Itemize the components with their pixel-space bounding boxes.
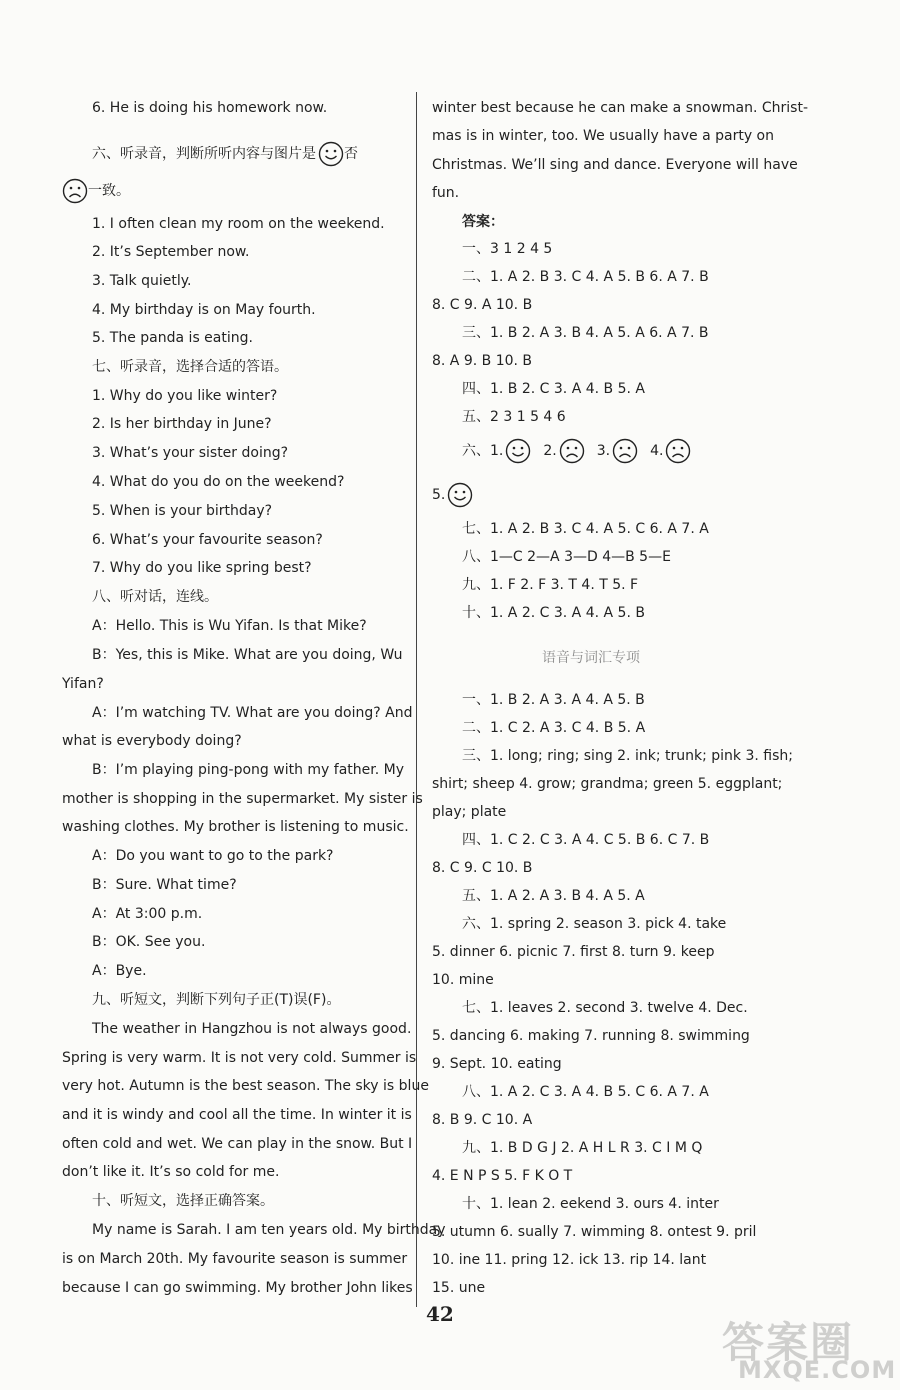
line-text: 一致。 bbox=[88, 183, 130, 199]
text-line bbox=[462, 575, 638, 595]
text-line bbox=[62, 731, 242, 751]
text-line bbox=[62, 1278, 413, 1298]
line-text: 七、1. leaves 2. second 3. twelve 4. Dec. bbox=[462, 1000, 748, 1016]
line-text: 3. What’s your sister doing? bbox=[92, 445, 289, 461]
text-line bbox=[432, 351, 532, 371]
line-text: Yifan? bbox=[62, 676, 104, 692]
line-text: A：Bye. bbox=[92, 963, 147, 979]
text-line bbox=[432, 295, 532, 315]
text-line bbox=[62, 817, 409, 837]
text-line bbox=[62, 674, 104, 694]
text-line bbox=[432, 802, 506, 822]
text-line bbox=[92, 386, 277, 406]
watermark-logo bbox=[722, 1310, 897, 1386]
column-divider bbox=[416, 92, 417, 1307]
sad-face-icon bbox=[612, 438, 638, 464]
line-text: don’t like it. It’s so cold for me. bbox=[62, 1164, 280, 1180]
text-line bbox=[62, 1105, 412, 1125]
line-text: 5. dancing 6. making 7. running 8. swimming bbox=[432, 1028, 750, 1044]
text-line bbox=[92, 558, 312, 578]
answer-number: 3. bbox=[596, 443, 611, 459]
text-line bbox=[432, 774, 782, 794]
text-line bbox=[92, 472, 344, 492]
text-line bbox=[432, 970, 494, 990]
text-line bbox=[92, 904, 202, 924]
text-line bbox=[432, 1110, 532, 1130]
text-line bbox=[462, 212, 504, 232]
line-text: A：Hello. This is Wu Yifan. Is that Mike? bbox=[92, 618, 367, 634]
line-text: 3. Talk quietly. bbox=[92, 273, 192, 289]
line-text: mas is in winter, too. We usually have a party on bbox=[432, 128, 774, 144]
text-line bbox=[432, 858, 532, 878]
line-text: 九、听短文，判断下列句子正(T)误(F)。 bbox=[92, 992, 341, 1008]
line-text: 五、2 3 1 5 4 6 bbox=[462, 409, 566, 425]
sad-face-icon bbox=[665, 438, 691, 464]
sad-face-icon bbox=[559, 438, 585, 464]
text-line bbox=[92, 616, 367, 636]
line-text: 九、1. F 2. F 3. T 4. T 5. F bbox=[462, 577, 639, 593]
answer-number: 六、1. bbox=[462, 443, 504, 459]
line-text: 8. A 9. B 10. B bbox=[432, 353, 533, 369]
text-line bbox=[92, 443, 288, 463]
text-line bbox=[462, 519, 709, 539]
text-line bbox=[92, 645, 403, 665]
line-text: often cold and wet. We can play in the snow. But I bbox=[62, 1136, 413, 1152]
line-text: 5. utumn 6. sually 7. wimming 8. ontest 9. pril bbox=[432, 1224, 757, 1240]
line-text: 六、听录音，判断所听内容与图片是 bbox=[92, 146, 316, 162]
text-line bbox=[92, 300, 316, 320]
section-title bbox=[542, 648, 640, 668]
line-text: 4. E N P S 5. F K O T bbox=[432, 1168, 573, 1184]
line-text: 1. I often clean my room on the weekend. bbox=[92, 216, 385, 232]
line-text: A：I’m watching TV. What are you doing? And bbox=[92, 705, 413, 721]
watermark-line1: 答案圈 bbox=[722, 1318, 855, 1367]
line-text: 八、听对话，连线。 bbox=[92, 589, 218, 605]
text-line bbox=[432, 1026, 750, 1046]
text-line bbox=[462, 603, 645, 623]
line-text: 三、1. long; ring; sing 2. ink; trunk; pink 3. fish; bbox=[462, 748, 793, 764]
line-text: 9. Sept. 10. eating bbox=[432, 1056, 562, 1072]
text-line bbox=[62, 178, 130, 204]
line-text: My name is Sarah. I am ten years old. My birthday bbox=[92, 1222, 446, 1238]
text-line bbox=[92, 98, 327, 118]
text-line bbox=[432, 1054, 562, 1074]
text-line bbox=[92, 1019, 411, 1039]
line-text: 2. Is her birthday in June? bbox=[92, 416, 272, 432]
text-line bbox=[92, 760, 404, 780]
text-line bbox=[92, 587, 218, 607]
text-line bbox=[92, 414, 272, 434]
line-text: 四、1. B 2. C 3. A 4. B 5. A bbox=[462, 381, 645, 397]
line-text: 一、1. B 2. A 3. A 4. A 5. B bbox=[462, 692, 645, 708]
line-text: 答案： bbox=[462, 214, 504, 230]
text-line bbox=[92, 961, 147, 981]
line-text: winter best because he can make a snowman. Christ- bbox=[432, 100, 809, 116]
line-text: and it is windy and cool all the time. In winter it is bbox=[62, 1107, 412, 1123]
text-line bbox=[92, 846, 334, 866]
line-text: 4. What do you do on the weekend? bbox=[92, 474, 345, 490]
line-text: B：Sure. What time? bbox=[92, 877, 237, 893]
line-text: 十、听短文，选择正确答案。 bbox=[92, 1193, 274, 1209]
text-line bbox=[92, 141, 358, 167]
line-text: very hot. Autumn is the best season. The sky is blue bbox=[62, 1078, 429, 1094]
line-text: 九、1. B D G J 2. A H L R 3. C I M Q bbox=[462, 1140, 703, 1156]
line-text: 十、1. A 2. C 3. A 4. A 5. B bbox=[462, 605, 645, 621]
page-number: 42 bbox=[426, 1302, 454, 1326]
line-text: 4. My birthday is on May fourth. bbox=[92, 302, 316, 318]
text-line bbox=[432, 155, 798, 175]
line-text: 10. ine 11. pring 12. ick 13. rip 14. lant bbox=[432, 1252, 707, 1268]
line-text: 2. It’s September now. bbox=[92, 244, 250, 260]
line-text: 10. mine bbox=[432, 972, 494, 988]
text-line bbox=[62, 1249, 407, 1269]
line-text: 七、1. A 2. B 3. C 4. A 5. C 6. A 7. A bbox=[462, 521, 709, 537]
text-line bbox=[92, 875, 237, 895]
text-line bbox=[62, 1048, 416, 1068]
line-text: 五、1. A 2. A 3. B 4. A 5. A bbox=[462, 888, 645, 904]
text-line bbox=[92, 1191, 274, 1211]
line-text: 一、3 1 2 4 5 bbox=[462, 241, 553, 257]
text-line bbox=[62, 789, 423, 809]
line-text: A：At 3:00 p.m. bbox=[92, 906, 203, 922]
line-text: mother is shopping in the supermarket. My sister is bbox=[62, 791, 423, 807]
line-text: 5. When is your birthday? bbox=[92, 503, 273, 519]
line-text: 6. He is doing his homework now. bbox=[92, 100, 328, 116]
text-line bbox=[432, 98, 808, 118]
text-line bbox=[62, 1162, 279, 1182]
line-text: B：I’m playing ping-pong with my father. My bbox=[92, 762, 405, 778]
text-line bbox=[462, 379, 645, 399]
line-text: what is everybody doing? bbox=[62, 733, 242, 749]
line-text: 15. une bbox=[432, 1280, 486, 1296]
text-line bbox=[462, 1082, 709, 1102]
line-text: Christmas. We’ll sing and dance. Everyone will have bbox=[432, 157, 798, 173]
text-line bbox=[462, 1138, 702, 1158]
line-text: 三、1. B 2. A 3. B 4. A 5. A 6. A 7. B bbox=[462, 325, 709, 341]
line-text: 7. Why do you like spring best? bbox=[92, 560, 312, 576]
face-answers-row-2 bbox=[432, 482, 473, 508]
answer-number: 5. bbox=[432, 487, 446, 503]
answer-number: 4. bbox=[650, 443, 664, 459]
text-line bbox=[432, 126, 774, 146]
line-text: 8. C 9. C 10. B bbox=[432, 860, 533, 876]
text-line bbox=[462, 239, 552, 259]
line-text: 1. Why do you like winter? bbox=[92, 388, 278, 404]
text-line bbox=[92, 242, 250, 262]
line-text: 六、1. spring 2. season 3. pick 4. take bbox=[462, 916, 727, 932]
text-line bbox=[432, 183, 459, 203]
text-line bbox=[462, 323, 708, 343]
text-line bbox=[462, 407, 566, 427]
text-line bbox=[92, 328, 253, 348]
text-line bbox=[92, 990, 340, 1010]
text-line bbox=[432, 1222, 756, 1242]
text-line bbox=[92, 932, 205, 952]
line-text: 6. What’s your favourite season? bbox=[92, 532, 323, 548]
text-line bbox=[462, 830, 709, 850]
text-line bbox=[62, 1076, 429, 1096]
face-answers-row bbox=[462, 438, 691, 464]
text-line bbox=[462, 718, 645, 738]
text-line bbox=[432, 1278, 485, 1298]
watermark-line2: MXQE.COM bbox=[738, 1356, 897, 1384]
line-text: 8. C 9. A 10. B bbox=[432, 297, 533, 313]
line-text: 七、听录音，选择合适的答语。 bbox=[92, 359, 288, 375]
line-text: The weather in Hangzhou is not always good. bbox=[92, 1021, 412, 1037]
line-text: fun. bbox=[432, 185, 460, 201]
line-text: 十、1. lean 2. eekend 3. ours 4. inter bbox=[462, 1196, 719, 1212]
text-line bbox=[462, 267, 709, 287]
text-line bbox=[462, 547, 671, 567]
text-line bbox=[92, 703, 412, 723]
line-text: 语音与词汇专项 bbox=[542, 650, 640, 666]
text-line bbox=[432, 1166, 572, 1186]
line-text: 八、1—C 2—A 3—D 4—B 5—E bbox=[462, 549, 671, 565]
sad-face-icon bbox=[62, 178, 88, 204]
line-text: 二、1. A 2. B 3. C 4. A 5. B 6. A 7. B bbox=[462, 269, 709, 285]
text-line bbox=[432, 1250, 706, 1270]
text-line bbox=[462, 914, 726, 934]
text-line bbox=[92, 271, 191, 291]
text-line bbox=[462, 1194, 719, 1214]
line-text-tail: 否 bbox=[344, 146, 358, 162]
line-text: 二、1. C 2. A 3. C 4. B 5. A bbox=[462, 720, 646, 736]
line-text: A：Do you want to go to the park? bbox=[92, 848, 334, 864]
text-line bbox=[462, 746, 793, 766]
text-line bbox=[92, 214, 385, 234]
line-text: because I can go swimming. My brother John likes bbox=[62, 1280, 413, 1296]
text-line bbox=[92, 501, 272, 521]
answer-number: 2. bbox=[543, 443, 557, 459]
line-text: B：OK. See you. bbox=[92, 934, 206, 950]
line-text: Spring is very warm. It is not very cold. Summer is bbox=[62, 1050, 417, 1066]
line-text: is on March 20th. My favourite season is summer bbox=[62, 1251, 408, 1267]
line-text: B：Yes, this is Mike. What are you doing, Wu bbox=[92, 647, 403, 663]
line-text: shirt; sheep 4. grow; grandma; green 5. eggplant; bbox=[432, 776, 783, 792]
text-line bbox=[462, 886, 645, 906]
line-text: 8. B 9. C 10. A bbox=[432, 1112, 533, 1128]
text-line bbox=[432, 942, 715, 962]
line-text: 八、1. A 2. C 3. A 4. B 5. C 6. A 7. A bbox=[462, 1084, 709, 1100]
line-text: play; plate bbox=[432, 804, 507, 820]
text-line bbox=[462, 690, 645, 710]
text-line bbox=[462, 998, 748, 1018]
text-line bbox=[92, 1220, 446, 1240]
smiley-face-icon bbox=[447, 482, 473, 508]
text-line bbox=[62, 1134, 412, 1154]
line-text: washing clothes. My brother is listening to music. bbox=[62, 819, 409, 835]
smiley-face-icon bbox=[318, 141, 344, 167]
smiley-face-icon bbox=[505, 438, 531, 464]
line-text: 四、1. C 2. C 3. A 4. C 5. B 6. C 7. B bbox=[462, 832, 710, 848]
line-text: 5. dinner 6. picnic 7. first 8. turn 9. keep bbox=[432, 944, 715, 960]
text-line bbox=[92, 357, 288, 377]
text-line bbox=[92, 530, 323, 550]
line-text: 5. The panda is eating. bbox=[92, 330, 253, 346]
